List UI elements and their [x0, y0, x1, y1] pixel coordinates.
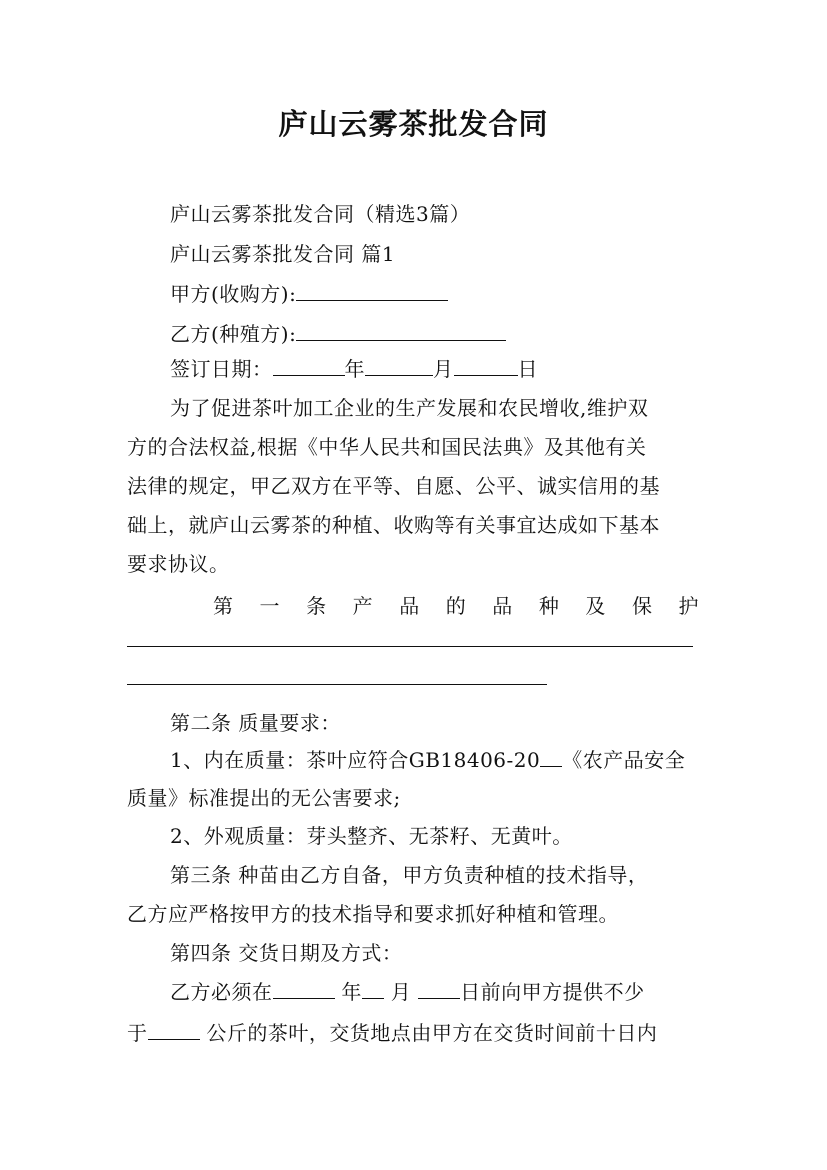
day-blank — [454, 357, 518, 376]
paragraph-line: 质量》标准提出的无公害要求; — [127, 786, 401, 810]
paragraph-line: 法律的规定，甲乙双方在平等、自愿、公平、诚实信用的基 — [127, 474, 660, 498]
day-blank — [418, 980, 460, 999]
article-three-line: 第三条 种苗由乙方自备，甲方负责种植的技术指导， — [170, 863, 649, 887]
subtitle-line: 庐山云雾茶批发合同（精选3篇） — [170, 202, 471, 226]
quantity-blank — [148, 1021, 200, 1040]
party-b-blank — [296, 322, 506, 341]
party-a-line: 甲方(收购方): — [170, 278, 750, 307]
article-two-heading: 第二条 质量要求： — [170, 711, 341, 735]
paragraph-line: 方的合法权益,根据《中华人民共和国民法典》及其他有关 — [127, 435, 647, 459]
paragraph-line: 为了促进茶叶加工企业的生产发展和农民增收,维护双 — [170, 396, 649, 420]
paragraph-line: 1、内在质量：茶叶应符合GB18406-20 《农产品安全 — [170, 748, 686, 772]
article-four-heading: 第四条 交货日期及方式： — [170, 941, 403, 965]
month-blank — [365, 357, 433, 376]
section-heading: 庐山云雾茶批发合同 篇1 — [170, 242, 396, 266]
year-blank — [273, 980, 335, 999]
article-one-blank-rule — [127, 684, 547, 685]
month-blank — [362, 980, 384, 999]
paragraph-line: 于 公斤的茶叶，交货地点由甲方在交货时间前十日内 — [127, 1021, 658, 1045]
paragraph-line: 乙方必须在 年 月 日前向甲方提供不少 — [170, 980, 645, 1004]
paragraph-line: 要求协议。 — [127, 552, 230, 576]
year-blank — [273, 357, 345, 376]
article-one-heading: 第 一 条 产 品 的 品 种 及 保 护 — [213, 594, 699, 618]
paragraph-line: 础上，就庐山云雾茶的种植、收购等有关事宜达成如下基本 — [127, 513, 660, 537]
party-a-blank — [296, 282, 448, 301]
signing-date-line: 签订日期： 年 月 日 — [170, 357, 538, 381]
year-suffix-blank — [540, 748, 562, 767]
party-b-line: 乙方(种殖方): — [170, 318, 750, 347]
paragraph-line: 乙方应严格按甲方的技术指导和要求抓好种植和管理。 — [127, 902, 619, 926]
document-title: 庐山云雾茶批发合同 — [278, 107, 549, 141]
article-one-blank-rule — [127, 646, 693, 647]
paragraph-line: 2、外观质量：芽头整齐、无茶籽、无黄叶。 — [170, 824, 573, 848]
